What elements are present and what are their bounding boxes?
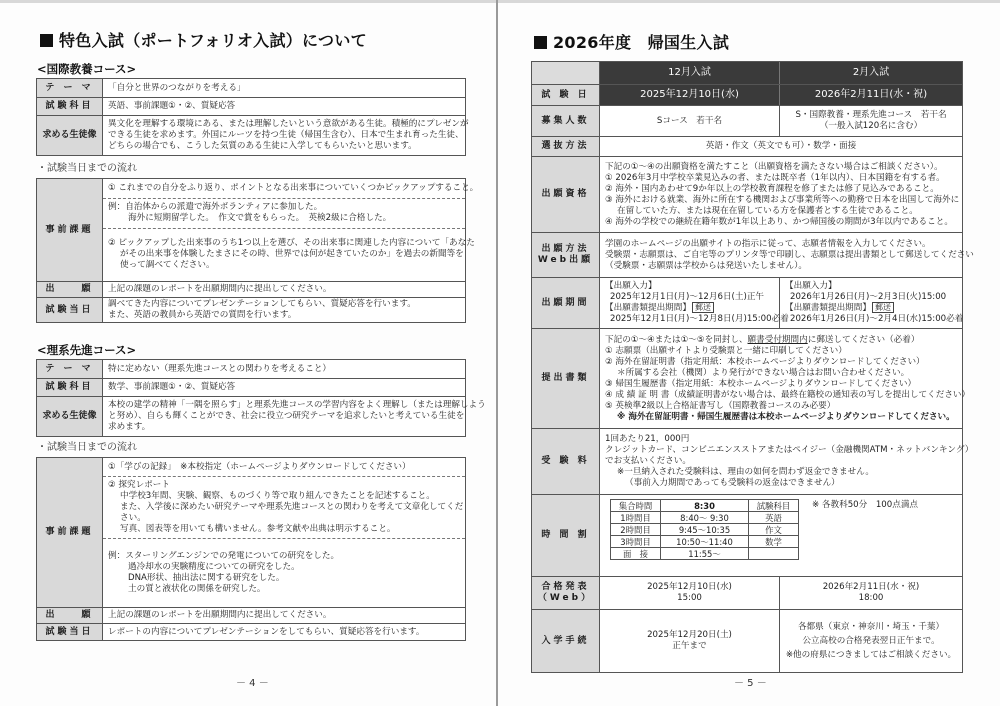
capacity-dec: Sコース 若干名 (600, 106, 780, 136)
timetable-cell: 9:45～10:35 (661, 524, 749, 536)
table-row (532, 576, 962, 609)
mail-tag: 郵送 (872, 302, 894, 313)
results-feb (780, 577, 962, 609)
table-row (37, 297, 465, 322)
table-row (532, 136, 962, 156)
task-row (37, 458, 465, 607)
returnee-exam-table (531, 61, 974, 673)
text-line: （受験票・志願票は学校からは発送いたしません）。 (605, 260, 807, 271)
table-header-row (532, 62, 962, 84)
table-row (37, 79, 465, 97)
timetable-cell: 集合時間 (611, 500, 661, 512)
text-line: （Web） (537, 593, 594, 603)
course-heading-kokusai: <国際教養コース> (37, 62, 137, 76)
apply-value: 上記の課題のレポートを出願期間内に提出してください。 (108, 284, 332, 294)
row-label: 入学手続 (532, 610, 600, 672)
text-line: 中学校3年間、実験、観察、ものづくり等で取り組んできたことを記述すること。 (120, 490, 435, 501)
task-example (103, 539, 465, 606)
table-row (532, 428, 974, 494)
square-bullet-icon (534, 36, 547, 49)
row-label: 提出書類 (532, 329, 600, 428)
flow-heading: ・試験当日までの流れ (37, 163, 137, 174)
fee-value (600, 429, 974, 494)
text-line: 【出願入力】 (785, 281, 837, 291)
schedule-note: ※ 各教科50分 100点満点 (812, 500, 919, 510)
text-line: ※一旦納入された受験料は、理由の如何を問わず返金できません。 (617, 467, 874, 477)
timetable-cell (749, 548, 799, 560)
row-label: 試 験 日 (532, 85, 600, 105)
text-line: 在留していた方、または現在在留している方を保護者とする生徒であること。 (617, 205, 918, 216)
row-label: 試験科目 (37, 379, 103, 396)
timetable-cell: 作文 (749, 524, 799, 536)
text-line: がその出来事を体験したまさにその時、世界では何が起きていたのか」を過去の新聞等を (120, 249, 464, 259)
text-line: ④ 海外の学校での継続在籍年数が1年以上あり、かつ帰国後の期間が3年以内であること。 (605, 216, 953, 227)
text-line: 例：スターリングエンジンでの発電についての研究をした。 (108, 550, 340, 561)
task-example (103, 199, 465, 227)
subjects-value: 英語、事前課題①・②、質疑応答 (108, 101, 236, 111)
flow-heading: ・試験当日までの流れ (37, 442, 137, 453)
table-row (37, 623, 465, 640)
task-item (103, 458, 465, 476)
text-line: 受験票・志願票は、ご自宅等のプリンタ等で印刷し、志願票は提出書類として郵送してください (605, 249, 974, 260)
text-line: 出願方法 (541, 244, 590, 254)
text-line (785, 303, 957, 314)
underlined-text: 願書受付期間内 (747, 334, 808, 345)
text-line: ※ 海外在留証明書・帰国生履歴書は本校ホームページよりダウンロードしてください。 (617, 411, 955, 422)
theme-value: 「自分と世界のつながりを考える」 (108, 82, 246, 93)
table-row (532, 105, 962, 136)
text-line: ② 海外在留証明書（指定用紙：本校ホームページよりダウンロードしてください） (605, 356, 925, 367)
apply-value: 上記の課題のレポートを出願期間内に提出してください。 (108, 610, 332, 620)
text-line: 2026年1月26日(月)～2月3日(火)15:00 (790, 292, 947, 302)
table-row (532, 609, 962, 672)
row-label: 選抜方法 (532, 137, 600, 156)
table-row (532, 328, 971, 428)
text-line: 2026年2月11日(水・祝) (822, 582, 920, 592)
table-row (37, 378, 465, 396)
task-item (103, 179, 479, 198)
page-number: － 4 － (236, 678, 269, 689)
text-line: 本校の建学の精神「一隅を照らす」と理系先進コースの学習内容をよく理解し（または理解しよう (108, 400, 486, 410)
text-line: 例：自治体からの派遣で海外ボランティアに参加した。 (108, 202, 323, 212)
column-header-dec: 12月入試 (600, 62, 780, 84)
text-line: ③ 帰国生履歴書（指定用紙：本校ホームページよりダウンロードしてください） (605, 378, 917, 389)
theme-value: 特に定めない（理系先進コースとの関わりを考えること） (108, 363, 332, 374)
row-label: 時 間 割 (532, 495, 600, 576)
docs-heading: 【出願書類提出期間】 (785, 303, 871, 313)
timetable-cell: 2時間目 (611, 524, 661, 536)
table-row (37, 360, 465, 378)
text-line: 18:00 (858, 593, 884, 603)
timetable-cell: 11:55～ (661, 548, 749, 560)
timetable-cell: 英語 (749, 512, 799, 524)
row-label: 受 験 料 (532, 429, 600, 494)
kokusai-flow-table (36, 178, 479, 323)
table-row (37, 281, 465, 297)
row-label: 試験当日 (37, 298, 103, 322)
task-item (103, 477, 465, 537)
table-row (532, 84, 962, 105)
table-row (532, 494, 962, 576)
text-line: （事前入力期間であっても受験料の返金はできません） (625, 478, 840, 488)
page-5 (498, 0, 1000, 706)
text-line: ※他の府県につきましてはご相談ください。 (785, 650, 957, 660)
table-row (532, 232, 974, 277)
timetable-row (611, 524, 799, 536)
task-row (37, 179, 479, 281)
exam-date-feb: 2026年2月11日(水・祝) (780, 85, 962, 105)
text-line: 使って調べてください。 (120, 260, 215, 270)
header-corner (532, 62, 600, 84)
section-title-kikokusei (534, 33, 729, 53)
schedule-value (600, 495, 962, 576)
text-line: DNA形状、抽出法に関する研究をした。 (128, 572, 285, 583)
text-line: ① 2026年3月中学校卒業見込みの者、または既卒者（1年以内）、日本国籍を有する者。 (605, 172, 945, 183)
page-number: － 5 － (734, 678, 767, 689)
page-4 (0, 0, 496, 706)
method-value (600, 233, 974, 277)
text-line: ③ 海外における就業、海外に所在する機関および事業所等への勤務で日本を出国して海外に (605, 194, 960, 205)
table-row (37, 115, 469, 155)
text-line: 土の質と液状化の関係を研究した。 (128, 583, 266, 594)
row-label: テ ー マ (37, 360, 103, 378)
section-title-tokushoku (40, 31, 367, 51)
row-label: 求める生徒像 (37, 397, 103, 436)
timetable-cell: 10:50～11:40 (661, 536, 749, 548)
period-dec (600, 278, 789, 328)
documents-value (600, 329, 971, 428)
results-dec (600, 577, 780, 609)
text-fragment: に郵送してください（必着） (807, 334, 920, 345)
row-label: 求める生徒像 (37, 116, 103, 155)
timetable-cell: 面 接 (611, 548, 661, 560)
text-line (605, 335, 957, 346)
text-line: 正午まで (672, 641, 707, 651)
text-line: ① 志願票（出願サイトより受験票と一緒に印刷してください） (605, 345, 847, 356)
text-line: 15:00 (677, 593, 702, 603)
text-line: ② 海外・国内あわせて9か年以上の学校教育課程を修了または修了見込みであること。 (605, 183, 939, 194)
subjects-value: 数学、事前課題①・②、質疑応答 (108, 382, 236, 392)
row-label: 出 願 (37, 282, 103, 297)
text-line: 2025年12月1日(月)～12月6日(土)正午 (610, 292, 765, 302)
text-line: クレジットカード、コンビニエンスストアまたはペイジー（金融機関ATM・ネットバンキング） (605, 445, 974, 455)
text-line: 調べてきた内容についてプレゼンテーションしてもらい、質疑応答を行います。 (108, 299, 416, 309)
timetable-header-row (611, 500, 799, 512)
timetable-cell: 3時間目 (611, 536, 661, 548)
rikei-flow-table (36, 457, 466, 641)
timetable-row (611, 548, 799, 560)
text-line: 各都県（東京・神奈川・埼玉・千葉） (797, 622, 945, 632)
column-header-feb: 2月入試 (780, 62, 962, 84)
exam-day-value: レポートの内容についてプレゼンテーションをしてもらい、質疑応答を行います。 (108, 626, 425, 637)
text-line: ② 探究レポート (108, 479, 170, 490)
text-line: さい。 (120, 512, 146, 523)
ideal-student-value (103, 397, 486, 436)
timetable-cell: 8:30 (661, 500, 749, 512)
rikei-info-table (36, 359, 486, 437)
table-row (37, 607, 465, 623)
row-label: 試験当日 (37, 624, 103, 640)
row-label: 出願期間 (532, 278, 600, 328)
text-line: 1回あたり21，000円 (605, 434, 690, 444)
timetable-cell: 1時間目 (611, 512, 661, 524)
table-row (37, 97, 465, 115)
timetable-cell: 数学 (749, 536, 799, 548)
text-line: 2025年12月20日(土) (647, 630, 732, 640)
capacity-feb (780, 106, 962, 136)
row-label: 試験科目 (37, 98, 103, 115)
text-line: （一般入試120名に含む） (819, 121, 923, 131)
selection-value: 英語・作文（英文でも可）・数学・面接 (705, 141, 857, 151)
row-label: 募集人数 (532, 106, 600, 136)
course-heading-rikei: <理系先進コース> (37, 343, 137, 357)
row-label: 事前課題 (37, 458, 103, 607)
ideal-student-value (103, 116, 469, 155)
text-fragment: 下記の①～④または①～⑤を同封し、 (605, 334, 748, 345)
row-label: 出 願 (37, 608, 103, 623)
text-line: ④ 成 績 証 明 書（成績証明書がない場合は、最終在籍校の通知表の写しを提出してください） (605, 389, 971, 400)
row-label (532, 233, 600, 277)
text-line: ①「学びの記録」 ※本校指定（ホームページよりダウンロードしてください） (108, 461, 411, 472)
text-line: と努め）、自らも輝くことができ、社会に役立つ研究テーマを追求したいと考えている生徒を (108, 411, 465, 421)
text-line: 合格発表 (541, 582, 590, 592)
enrollment-dec (600, 610, 780, 672)
text-line: 下記の①～④の出願資格を満たすこと（出願資格を満たさない場合はご相談ください）。 (605, 161, 943, 172)
text-line: 2026年1月26日(月)～2月4日(水)15:00必着 (790, 314, 964, 324)
text-line: どちらの場合でも、こうした気質のある生徒に入学してもらいたいと思います。 (108, 141, 417, 151)
row-label: 事前課題 (37, 179, 103, 281)
task-item (103, 229, 475, 280)
text-line: ② ピックアップした出来事のうち1つ以上を選び、その出来事に関連した内容について「あなた (108, 238, 475, 248)
text-line: また、英語の教員から英語での質問を行います。 (108, 310, 297, 320)
text-line: ＊所属する会社（機関）より発行ができない場合はお問い合わせください。 (617, 367, 910, 378)
period-feb (780, 278, 962, 328)
table-row (532, 156, 962, 232)
section-title-text: 特色入試（ポートフォリオ入試）について (59, 31, 367, 50)
table-row (37, 396, 486, 436)
timetable (610, 499, 799, 560)
text-line: でお支払いください。 (605, 456, 691, 466)
timetable-row (611, 536, 799, 548)
kokusai-info-table (36, 78, 469, 156)
text-line: できる生徒を求めます。外国にルーツを持つ生徒（帰国生含む）、日本で生まれ育った生徒、 (108, 130, 464, 140)
text-line: 2025年12月10日(水) (647, 582, 732, 592)
exam-date-dec: 2025年12月10日(水) (600, 85, 780, 105)
docs-heading: 【出願書類提出期間】 (605, 303, 691, 313)
row-label: 出願資格 (532, 157, 600, 232)
text-line: 海外に短期留学した。 作文で賞をもらった。 英検2級に合格した。 (128, 213, 392, 223)
text-line: ① これまでの自分をふり返り、ポイントとなる出来事についていくつかピックアップすること。 (108, 183, 479, 193)
eligibility-value (600, 157, 962, 232)
mail-tag: 郵送 (692, 302, 714, 313)
row-label: テ ー マ (37, 79, 103, 97)
enrollment-feb (780, 610, 962, 672)
timetable-cell: 8:40～ 9:30 (661, 512, 749, 524)
text-line: また、入学後に深めたい研究テーマや理系先進コースとの関わりを考えて文章化してくだ (120, 501, 464, 512)
section-title-text: 2026年度 帰国生入試 (553, 33, 730, 52)
text-line: ⑤ 英検準2級以上合格証書写し（国際教養コースのみ必要） (605, 400, 836, 411)
text-line: 学園のホームページの出願サイトの指示に従って、志願者情報を入力してください。 (605, 238, 931, 249)
text-line (605, 303, 774, 314)
square-bullet-icon (40, 34, 53, 47)
text-line: 求めます。 (108, 422, 151, 432)
text-line: 過冷却水の実験精度についての研究をした。 (128, 561, 300, 572)
text-line: 【出願入力】 (605, 281, 657, 291)
text-line: 異文化を理解する環境にある、または理解したいという意欲がある生徒。積極的にプレゼンが (108, 119, 469, 129)
text-line: 公立高校の合格発表翌日正午まで。 (802, 636, 940, 646)
table-row (532, 277, 962, 328)
text-line: Web出願 (537, 255, 594, 265)
text-line: 写真、図表等を用いても構いません。参考文献や出典は明示すること。 (120, 523, 396, 534)
text-line: S・国際教養・理系先進コース 若干名 (795, 110, 947, 120)
text-line: 2025年12月1日(月)～12月8日(月)15:00必着 (610, 314, 789, 324)
exam-day-value (103, 298, 465, 322)
timetable-row (611, 512, 799, 524)
row-label (532, 577, 600, 609)
timetable-cell: 試験科目 (749, 500, 799, 512)
